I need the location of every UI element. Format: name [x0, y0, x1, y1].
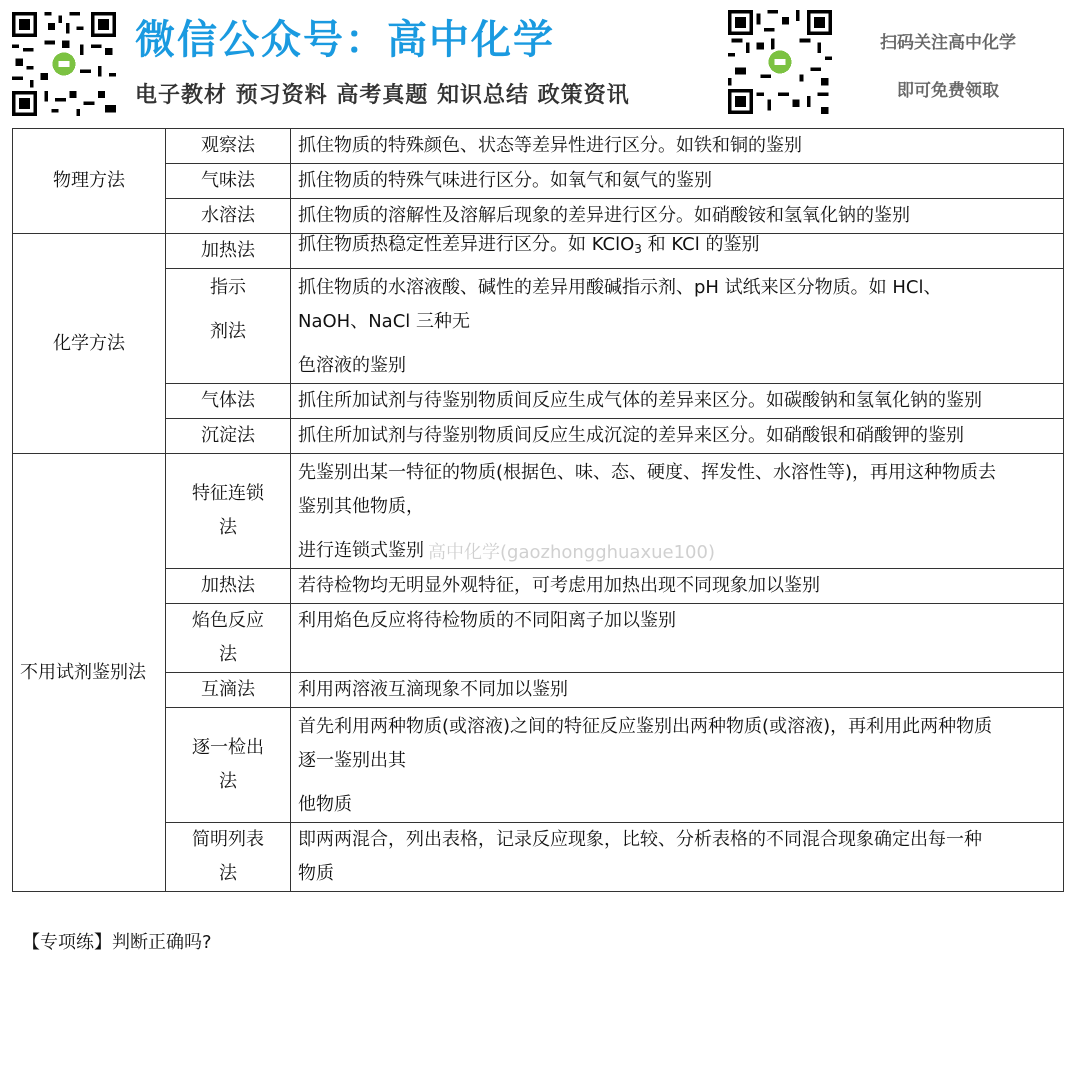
- method-cell: 气体法: [166, 384, 291, 419]
- description-cell: 抓住物质的特殊颜色、状态等差异性进行区分。如铁和铜的鉴别: [291, 129, 1064, 164]
- table-row: [13, 384, 1064, 419]
- table-row: [13, 164, 1064, 199]
- method-text: 特征连锁: [192, 483, 264, 504]
- description-cell: 抓住所加试剂与待鉴别物质间反应生成气体的差异来区分。如碳酸钠和氢氧化钠的鉴别: [291, 384, 1064, 419]
- qr-code-icon[interactable]: [12, 12, 116, 116]
- description-text: 首先利用两种物质(或溶液)之间的特征反应鉴别出两种物质(或溶液)，再利用此两种物质: [298, 716, 993, 737]
- table-row: [13, 419, 1064, 454]
- description-text: 进行连锁式鉴别: [298, 540, 424, 561]
- description-cell: 抓住物质的特殊气味进行区分。如氧气和氨气的鉴别: [291, 164, 1064, 199]
- description-cell: 利用两溶液互滴现象不同加以鉴别: [291, 673, 1064, 708]
- description-cell: 抓住所加试剂与待鉴别物质间反应生成沉淀的差异来区分。如硝酸银和硝酸钾的鉴别: [291, 419, 1064, 454]
- method-text: 指示: [210, 277, 246, 298]
- method-cell: [166, 604, 291, 673]
- description-text: 抓住物质热稳定性差异进行区分。如 KClO: [298, 234, 635, 255]
- method-text: 剂法: [210, 321, 246, 342]
- method-text: 简明列表: [192, 829, 264, 850]
- subscript: 3: [634, 242, 642, 256]
- table-row: [13, 708, 1064, 823]
- free-download-note: 即可免费领取: [897, 81, 999, 101]
- scan-prompt: 扫码关注高中化学: [880, 33, 1016, 53]
- table-row: [13, 129, 1064, 164]
- method-cell: [166, 708, 291, 823]
- description-text: 色溶液的鉴别: [298, 355, 406, 376]
- watermark: 高中化学(gaozhongghuaxue100): [428, 542, 715, 563]
- description-text: 鉴别其他物质，: [298, 496, 424, 517]
- description-text: 逐一鉴别出其: [298, 750, 406, 771]
- method-cell: [166, 454, 291, 569]
- table-row: [13, 269, 1064, 384]
- table-row: [13, 604, 1064, 673]
- category-cell: 物理方法: [13, 129, 166, 234]
- identification-methods-table: [12, 128, 1064, 892]
- method-text: 法: [219, 517, 237, 538]
- category-cell: 化学方法: [13, 234, 166, 454]
- method-text: 法: [219, 771, 237, 792]
- description-text: 即两两混合，列出表格，记录反应现象，比较、分析表格的不同混合现象确定出每一种: [298, 829, 982, 850]
- category-cell: 不用试剂鉴别法: [13, 454, 166, 892]
- method-cell: [166, 823, 291, 892]
- method-cell: [166, 269, 291, 384]
- method-cell: 观察法: [166, 129, 291, 164]
- method-cell: 水溶法: [166, 199, 291, 234]
- table-row: [13, 823, 1064, 892]
- method-cell: 加热法: [166, 569, 291, 604]
- method-cell: 加热法: [166, 234, 291, 269]
- method-cell: 气味法: [166, 164, 291, 199]
- description-cell: [291, 708, 1064, 823]
- header-banner: [0, 0, 1080, 125]
- description-cell: [291, 234, 1064, 269]
- method-text: 逐一检出: [192, 737, 264, 758]
- description-cell: 利用焰色反应将待检物质的不同阳离子加以鉴别: [291, 604, 1064, 673]
- table-row: [13, 454, 1064, 569]
- description-text: 和 KCl 的鉴别: [641, 234, 760, 255]
- practice-heading: 【专项练】判断正确吗?: [22, 932, 212, 953]
- table-row: [13, 569, 1064, 604]
- description-text: 先鉴别出某一特征的物质(根据色、味、态、硬度、挥发性、水溶性等)，再用这种物质去: [298, 462, 997, 483]
- description-text: NaOH、NaCl 三种无: [298, 311, 470, 332]
- description-text: 物质: [298, 863, 334, 884]
- description-cell: [291, 454, 1064, 569]
- account-title: 微信公众号：高中化学: [135, 17, 555, 63]
- method-cell: 互滴法: [166, 673, 291, 708]
- description-cell: 抓住物质的溶解性及溶解后现象的差异进行区分。如硝酸铵和氢氧化钠的鉴别: [291, 199, 1064, 234]
- table-row: [13, 673, 1064, 708]
- description-text: 他物质: [298, 794, 352, 815]
- method-cell: 沉淀法: [166, 419, 291, 454]
- method-text: 焰色反应: [192, 610, 264, 631]
- qr-code-icon[interactable]: [728, 10, 832, 114]
- description-cell: 若待检物均无明显外观特征，可考虑用加热出现不同现象加以鉴别: [291, 569, 1064, 604]
- method-text: 法: [219, 863, 237, 884]
- description-cell: [291, 269, 1064, 384]
- description-cell: [291, 823, 1064, 892]
- table-row: [13, 199, 1064, 234]
- account-subtitle: 电子教材 预习资料 高考真题 知识总结 政策资讯: [135, 83, 630, 108]
- table-row: [13, 234, 1064, 269]
- description-text: 抓住物质的水溶液酸、碱性的差异用酸碱指示剂、pH 试纸来区分物质。如 HCl、: [298, 277, 942, 298]
- method-text: 法: [219, 644, 237, 665]
